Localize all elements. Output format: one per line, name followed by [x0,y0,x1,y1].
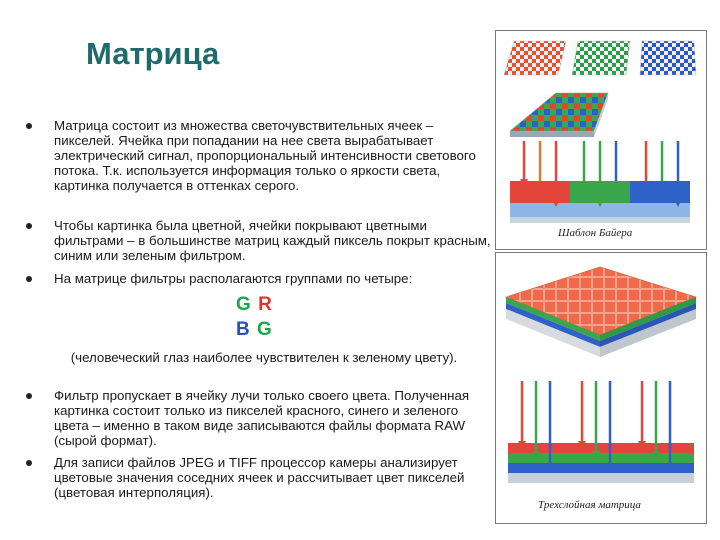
bullet-text: Чтобы картинка была цветной, ячейки покрывают цветными фильтрами – в большинстве матриц каждый пиксель покрыт красным, синим или зеленым фильтром. [54,218,491,263]
bullet-text: Фильтр пропускает в ячейку лучи только своего цвета. Полученная картинка состоит только из пикселей красного, синего и зеленого цвета – именно в таком виде записываются файлы формата RAW (сырой формат). [54,388,470,448]
bullet-dot-icon [26,123,32,129]
bayer-pattern-figure [495,30,707,250]
bullet-text: Матрица состоит из множества светочувствительных ячеек – пикселей. Ячейка при попадании на нее света вырабатывает электрический сигнал, пропорциональный интенсивности светового потока. Т.к. используется информация только о яркости света, картинка получается в оттенках серого. [54,118,476,193]
bullet-dot-icon [26,276,32,282]
filter-letter-green: G [236,294,252,315]
bullet-dot-icon [26,393,32,399]
bayer-pattern-illustration [496,31,706,249]
filter-letter-blue: B [236,319,251,340]
slide-title: Матрица [86,36,220,71]
bullet-text: Для записи файлов JPEG и TIFF процессор камеры анализирует цветовые значения соседних ячеек и рассчитывает цвет пикселей (цветовая интерполяция). [54,455,465,500]
three-layer-caption: Трехслойная матрица [538,499,641,511]
note-text: (человеческий глаз наиболее чувствителен к зеленому цвету). [70,350,458,365]
bullet-dot-icon [26,223,32,229]
filter-letter-red: R [258,294,273,315]
three-layer-sensor-figure [495,252,707,524]
filter-letter-green-2: G [257,319,273,340]
filter-group [236,292,273,342]
three-layer-sensor-illustration [496,253,706,523]
bullet-text: На матрице фильтры располагаются группами по четыре: [54,271,413,286]
bullet-dot-icon [26,460,32,466]
bayer-caption: Шаблон Байера [558,227,633,239]
